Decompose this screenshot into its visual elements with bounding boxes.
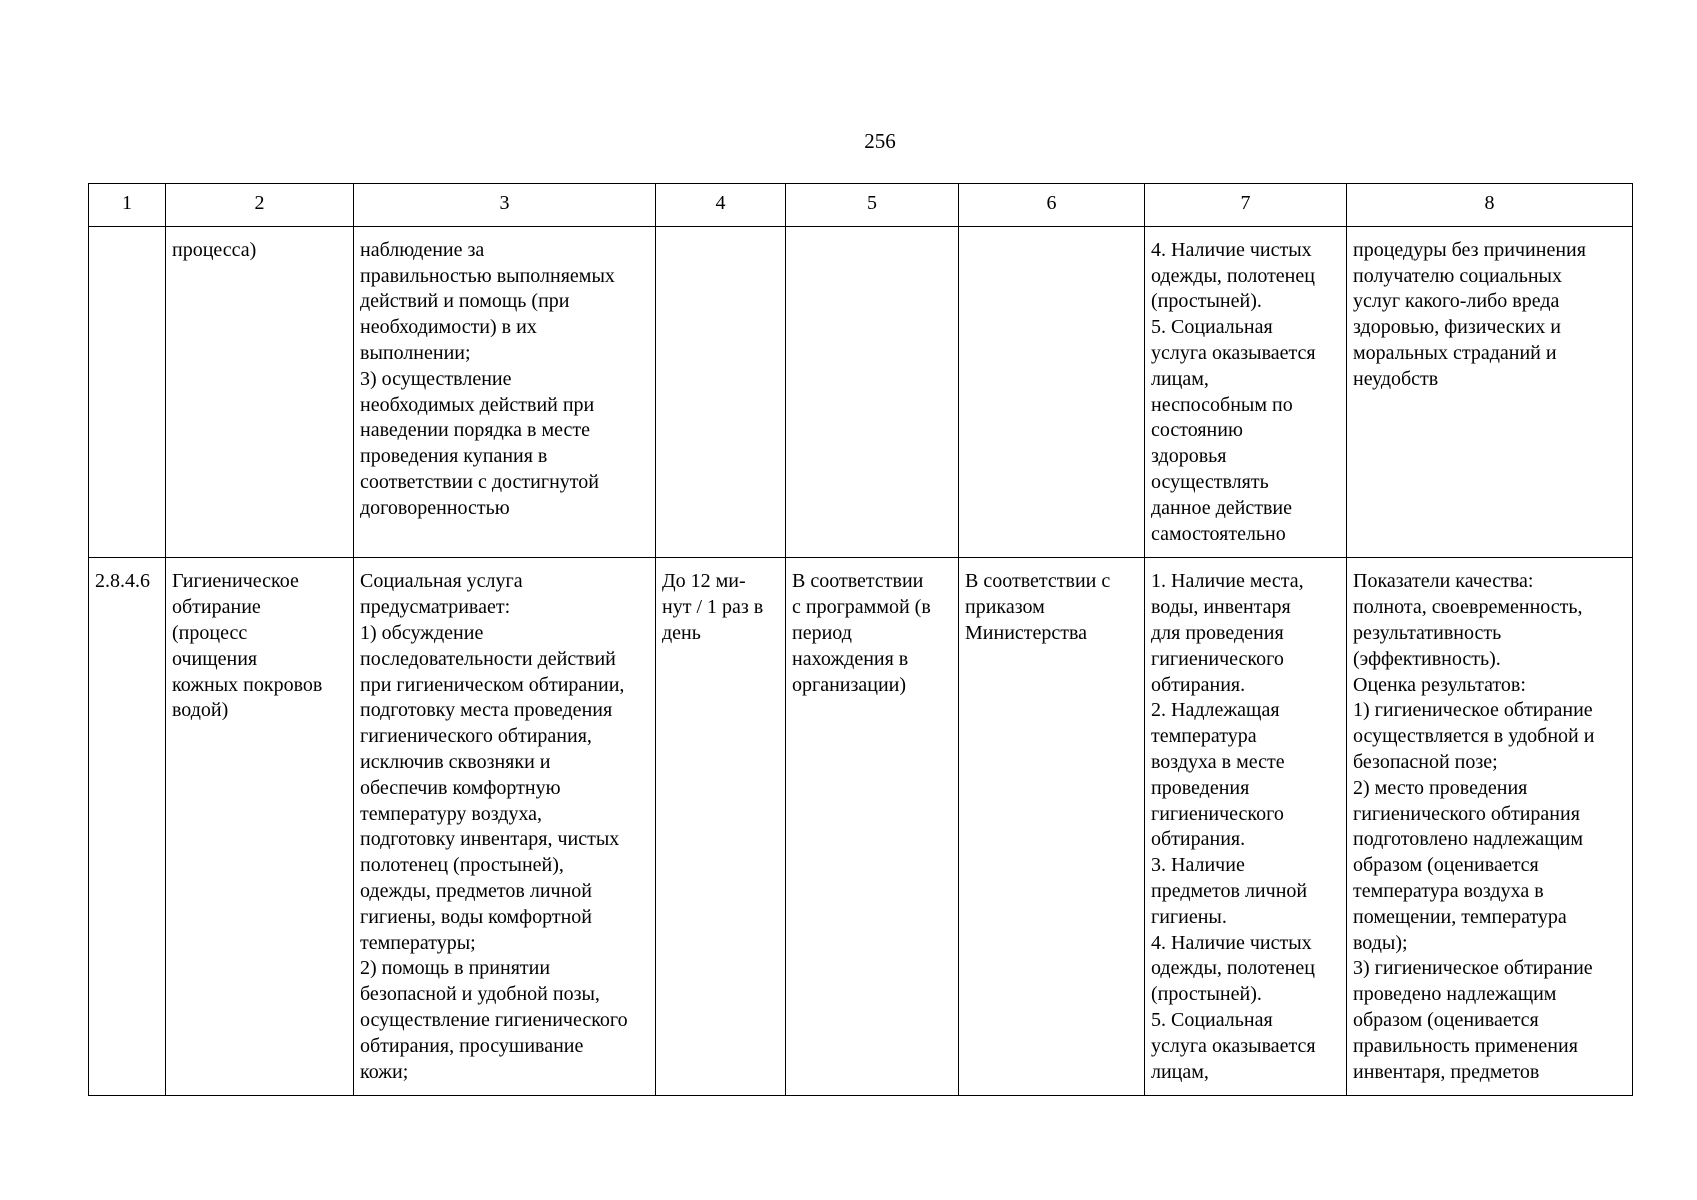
cell-quality [1347, 226, 1633, 558]
column-header: 7 [1145, 184, 1347, 227]
column-header: 6 [959, 184, 1145, 227]
cell-number [89, 226, 166, 558]
table-header [89, 184, 1633, 227]
cell-text: Гигиеническое обтирание (процесс очищения кожных покровов водой) [172, 570, 323, 722]
cell-text: Показатели качества: полнота, своевременность, результативность (эффективность). Оценка результатов: 1) гигиеническое обтирание осуществляется в удобной и безопасной позе; 2) место проведения гигиенического обтирания подготовлено надлежащим образом (оценивается температура воздуха в помещении, температура воды); 3) гигиеническое обтирание проведено надлежащим образом (оценивается правильность применения инвентаря, предметов [1353, 570, 1595, 1083]
column-header: 5 [786, 184, 959, 227]
cell-text: В соответствии с программой (в период нахождения в организации) [792, 570, 931, 696]
table-row [89, 226, 1633, 558]
column-header: 4 [656, 184, 786, 227]
table-row [89, 558, 1633, 1096]
cell-rate [959, 226, 1145, 558]
cell-conditions [1145, 558, 1347, 1096]
cell-text: 2.8.4.6 [95, 570, 150, 593]
services-table [88, 183, 1633, 1096]
cell-text: наблюдение за правильностью выполняемых действий и помощь (при необходимости) в их выполнении; 3) осуществление необходимых действий при наведении порядка в месте проведения купания в соответствии с достигнутой договоренностью [360, 238, 615, 519]
cell-description [354, 558, 656, 1096]
cell-duration [656, 226, 786, 558]
cell-rate [959, 558, 1145, 1096]
cell-service-name [166, 226, 354, 558]
column-header: 2 [166, 184, 354, 227]
cell-description [354, 226, 656, 558]
header-row [89, 184, 1633, 227]
cell-text: До 12 ми- нут / 1 раз в день [662, 570, 764, 644]
column-header: 1 [89, 184, 166, 227]
cell-conditions [1145, 226, 1347, 558]
cell-duration [656, 558, 786, 1096]
cell-period [786, 226, 959, 558]
cell-text: 4. Наличие чистых одежды, полотенец (простыней). 5. Социальная услуга оказывается лицам, неспособным по состоянию здоровья осуществлять данное действие самостоятельно [1151, 238, 1316, 545]
cell-service-name [166, 558, 354, 1096]
cell-number [89, 558, 166, 1096]
cell-text: Социальная услуга предусматривает: 1) обсуждение последовательности действий при гигиеническом обтирании, подготовку места проведения гигиенического обтирания, исключив сквозняки и обеспечив комфортную температуру воздуха, подготовку инвентаря, чистых полотенец (простыней), одежды, предметов личной гигиены, воды комфортной температуры; 2) помощь в принятии безопасной и удобной позы, осуществление гигиенического обтирания, просушивание кожи; [360, 570, 628, 1083]
cell-period [786, 558, 959, 1096]
column-header: 3 [354, 184, 656, 227]
column-header: 8 [1347, 184, 1633, 227]
cell-text: процесса) [172, 238, 257, 261]
page-number: 256 [864, 129, 896, 153]
cell-quality [1347, 558, 1633, 1096]
cell-text: В соответствии с приказом Министерства [965, 570, 1111, 644]
cell-text: 1. Наличие места, воды, инвентаря для проведения гигиенического обтирания. 2. Надлежащая температура воздуха в месте проведения гигиенического обтирания. 3. Наличие предметов личной гигиены. 4. Наличие чистых одежды, полотенец (простыней). 5. Социальная услуга оказывается лицам, [1151, 570, 1316, 1083]
cell-text: процедуры без причинения получателю социальных услуг какого-либо вреда здоровью, физических и моральных страданий и неудобств [1353, 238, 1586, 390]
